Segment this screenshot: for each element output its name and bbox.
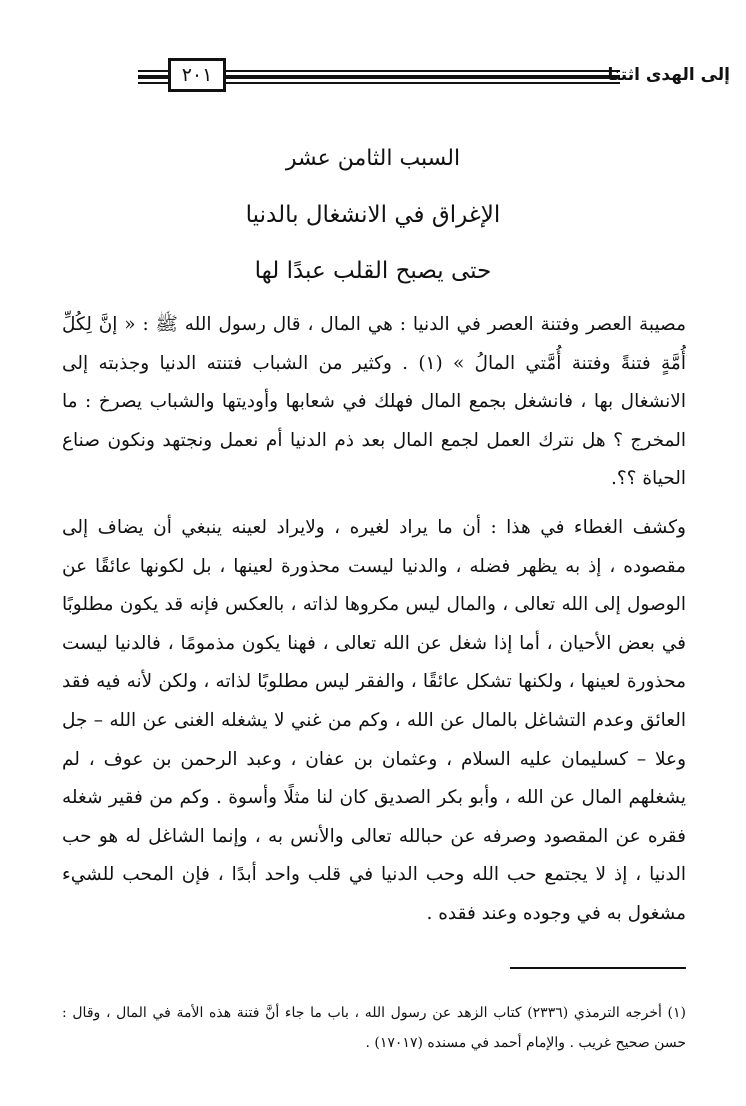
chapter-subheading: حتى يصبح القلب عبدًا لها	[254, 258, 492, 284]
running-header	[138, 58, 730, 94]
body-paragraph: وكشف الغطاء في هذا : أن ما يراد لغيره ، ولايراد لعينه ينبغي أن يضاف إلى مقصوده ، إذ به يظهر فضله ، والدنيا ليست محذورة لعينها ، بل لكونها عائقًا عن الوصول إلى الله تعالى ، والمال ليس مكروها لذاته ، بالعكس فإنه قد يكون مطلوبًا في بعض الأحيان ، أما إذا شغل عن الله تعالى ، فهنا يكون مذمومًا ، فالدنيا ليست محذورة لعينها ، ولكنها تشكل عائقًا ، والفقر ليس مطلوبًا لذاته ، ولكن لأنه فيه فقد العائق وعدم التشاغل بالمال عن الله ، وكم من غني لا يشغله الغنى عن الله – جل وعلا – كسليمان عليه السلام ، وعثمان بن عفان ، وعبد الرحمن بن عوف ، لم يشغلهم المال عن الله ، وأبو بكر الصديق كان لنا مثلًا وأسوة . وكم من فقير شغله فقره عن المقصود وصرفه عن حبالله تعالى والأنس به ، وإنما الشاغل له هو حب الدنيا ، إذ لا يجتمع حب الله وحب الدنيا في قلب واحد أبدًا ، فإن المحب للشيء مشغول به في وجوده وعند فقده .	[62, 517, 686, 924]
footnote-divider	[510, 967, 686, 969]
page-number: ٢٠١	[168, 58, 226, 92]
chapter-heading: الإغراق في الانشغال بالدنيا	[245, 202, 501, 228]
running-title: إلى الهدى اثتنا	[607, 65, 730, 85]
reason-label: السبب الثامن عشر	[285, 146, 461, 171]
body-paragraph: مصيبة العصر وفتنة العصر في الدنيا : هي المال ، قال رسول الله ﷺ : « إنَّ لِكُلِّ أُمَّةٍ فتنةً وفتنة أُمَّتي المالُ » (١) . وكثير من الشباب فتنته الدنيا وجذبته إلى الانشغال بها ، فانشغل بجمع المال فهلك في شعابها وأوديتها والشباب يصرخ : ما المخرج ؟ هل نترك العمل لجمع المال بعد ذم الدنيا أم نعمل ونجتهد ونكون صناع الحياة ؟؟.	[62, 314, 686, 489]
footnote: (١) أخرجه الترمذي (٢٣٣٦) كتاب الزهد عن رسول الله ، باب ما جاء أنَّ فتنة هذه الأمة في المال ، وقال : حسن صحيح غريب . والإمام أحمد في مسنده (١٧٠١٧) .	[62, 1005, 686, 1051]
